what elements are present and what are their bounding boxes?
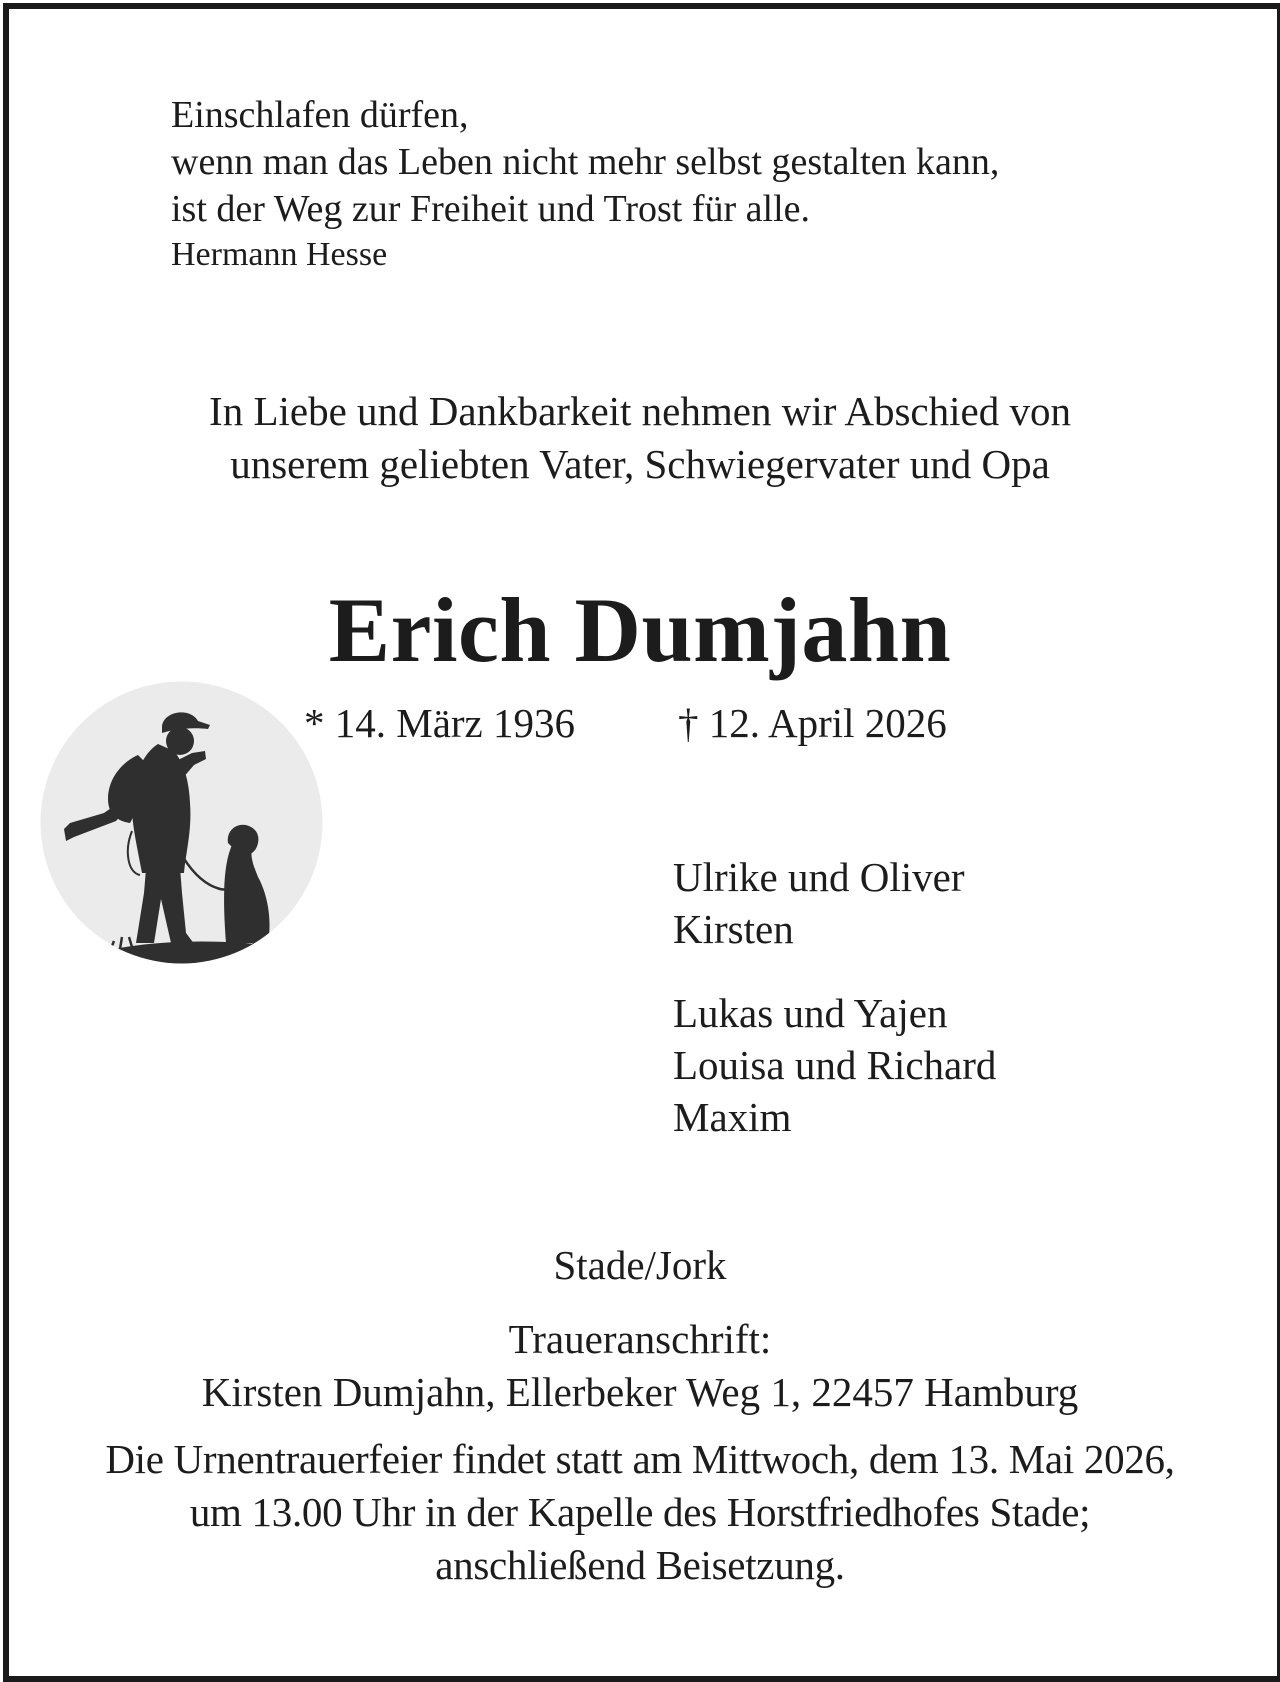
quote-author: Hermann Hesse (171, 236, 388, 273)
farewell-intro (0, 385, 1280, 491)
address-value: Kirsten Dumjahn, Ellerbeker Weg 1, 22457 Hamburg (201, 1369, 1079, 1415)
hesse-quote (171, 92, 999, 277)
intro-line-1: In Liebe und Dankbarkeit nehmen wir Abschied von (209, 388, 1071, 434)
service-line-2: um 13.00 Uhr in der Kapelle des Horstfriedhofes Stade; (189, 1489, 1091, 1535)
mourning-address (0, 1313, 1280, 1419)
hunter-with-dog-silhouette-icon (40, 681, 323, 964)
family-group-children (673, 851, 964, 955)
service-line-3: anschließend Beisetzung. (435, 1542, 845, 1588)
family-line: Ulrike und Oliver (673, 854, 965, 900)
family-line: Maxim (673, 1094, 792, 1140)
intro-line-2: unserem geliebten Vater, Schwiegervater und Opa (230, 441, 1050, 487)
birth-date: * 14. März 1936 (304, 700, 576, 746)
funeral-service-info (0, 1433, 1280, 1592)
quote-line-1: Einschlafen dürfen, (171, 94, 469, 136)
place-line: Stade/Jork (553, 1242, 727, 1288)
family-line: Louisa und Richard (673, 1042, 997, 1088)
service-line-1: Die Urnentrauerfeier findet statt am Mittwoch, dem 13. Mai 2026, (105, 1436, 1175, 1482)
hunter-head (166, 727, 194, 755)
quote-line-2: wenn man das Leben nicht mehr selbst gestalten kann, (171, 141, 1000, 183)
deceased-name: Erich Dumjahn (328, 579, 952, 681)
address-label: Traueranschrift: (508, 1316, 772, 1362)
family-group-grandchildren (673, 987, 996, 1143)
death-date: † 12. April 2026 (678, 700, 947, 746)
family-line: Lukas und Yajen (673, 990, 948, 1036)
family-line: Kirsten (673, 906, 794, 952)
quote-line-3: ist der Weg zur Freiheit und Trost für alle. (171, 188, 810, 230)
